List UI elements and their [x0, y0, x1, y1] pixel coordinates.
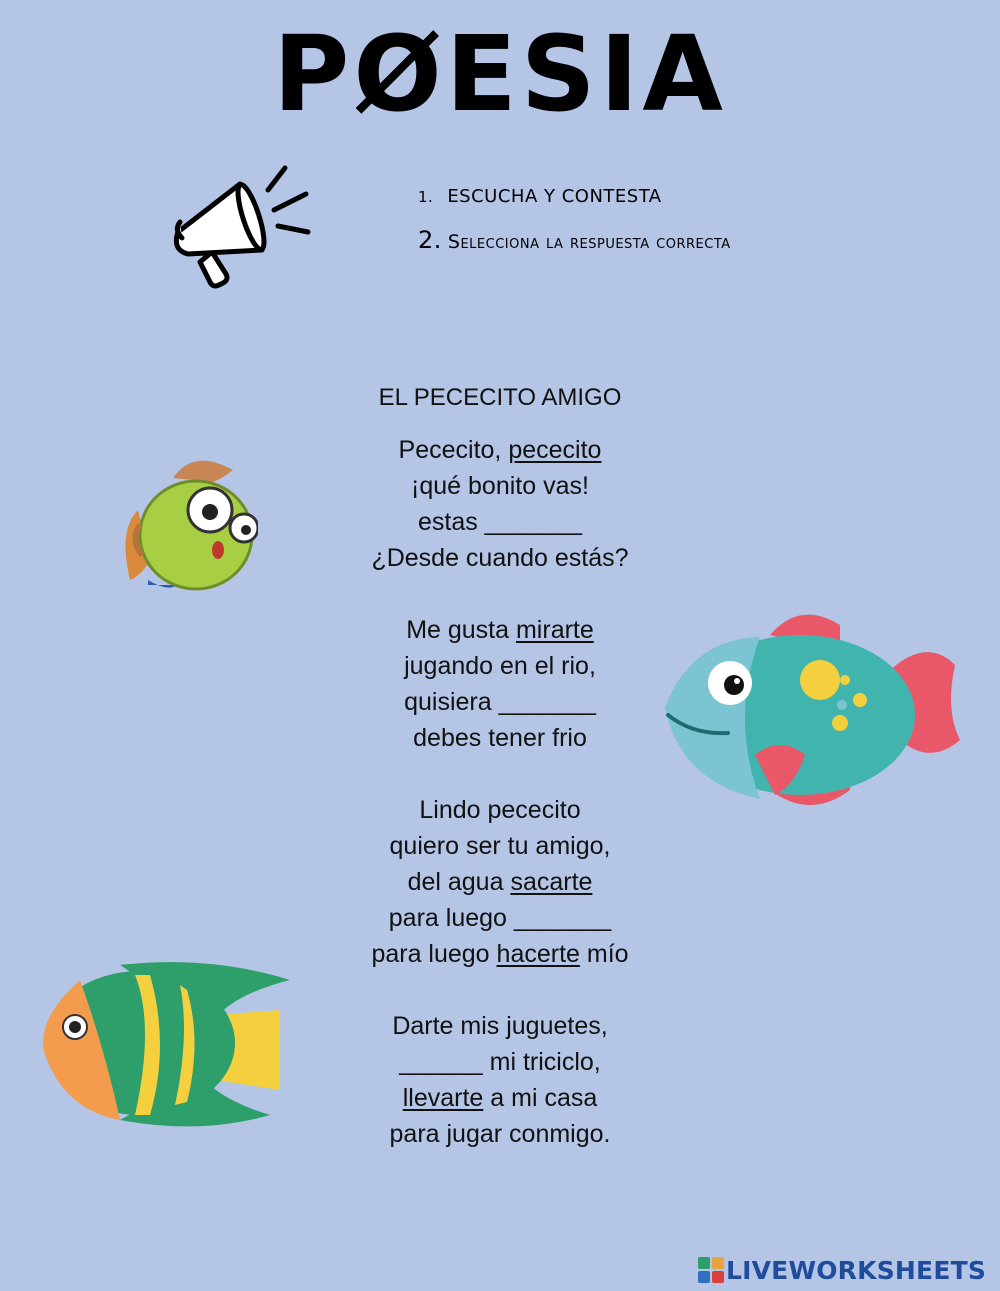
poem-text: estas _______ [417, 508, 583, 536]
poem-text: quiero ser tu amigo, [389, 832, 611, 860]
liveworksheets-logo-icon [698, 1257, 724, 1283]
poem-text: Pececito, [398, 436, 509, 464]
underlined-word: pececito [508, 436, 602, 464]
underlined-word: llevarte [402, 1084, 484, 1112]
poem-line [0, 828, 1000, 864]
instruction-1-text: ESCUCHA Y CONTESTA [447, 186, 662, 207]
teal-fish-icon [660, 605, 960, 820]
page-title: PØESIA [273, 13, 727, 135]
poem-text: ¿Desde cuando estás? [371, 544, 629, 572]
poem-text: a mi casa [483, 1084, 598, 1112]
instruction-2-number: 2. [418, 226, 442, 254]
instruction-1-number: 1. [418, 188, 434, 206]
poem-text: para luego [371, 940, 497, 968]
poem-text: Me gusta [406, 616, 516, 644]
underlined-word: sacarte [510, 868, 593, 896]
cartoon-fish-icon [118, 450, 258, 595]
poem-text: debes tener frio [413, 724, 587, 752]
underlined-word: mirarte [515, 616, 594, 644]
poem-text: mío [579, 940, 629, 968]
poem-text: ______ mi triciclo, [399, 1048, 601, 1076]
angelfish-icon [40, 955, 295, 1130]
poem-text: para luego _______ [388, 904, 612, 932]
poem-title: EL PECECITO AMIGO [378, 384, 622, 411]
watermark-text: LIVEWORKSHEETS [726, 1255, 987, 1285]
instruction-2-text: Selecciona la respuesta correcta [447, 231, 731, 253]
watermark [698, 1253, 986, 1287]
poem-text: Darte mis juguetes, [392, 1012, 608, 1040]
poem-text: quisiera _______ [404, 688, 596, 716]
poem-text: jugando en el rio, [404, 652, 596, 680]
instruction-1 [418, 186, 662, 207]
underlined-word: hacerte [496, 940, 580, 968]
poem-line [0, 900, 1000, 936]
poem-line [0, 864, 1000, 900]
instruction-2 [418, 226, 731, 254]
poem-text: del agua [407, 868, 511, 896]
megaphone-icon [160, 160, 320, 295]
poem-text: ¡qué bonito vas! [411, 472, 589, 500]
poem-text: para jugar conmigo. [389, 1120, 611, 1148]
poem-text: Lindo pececito [419, 796, 581, 824]
